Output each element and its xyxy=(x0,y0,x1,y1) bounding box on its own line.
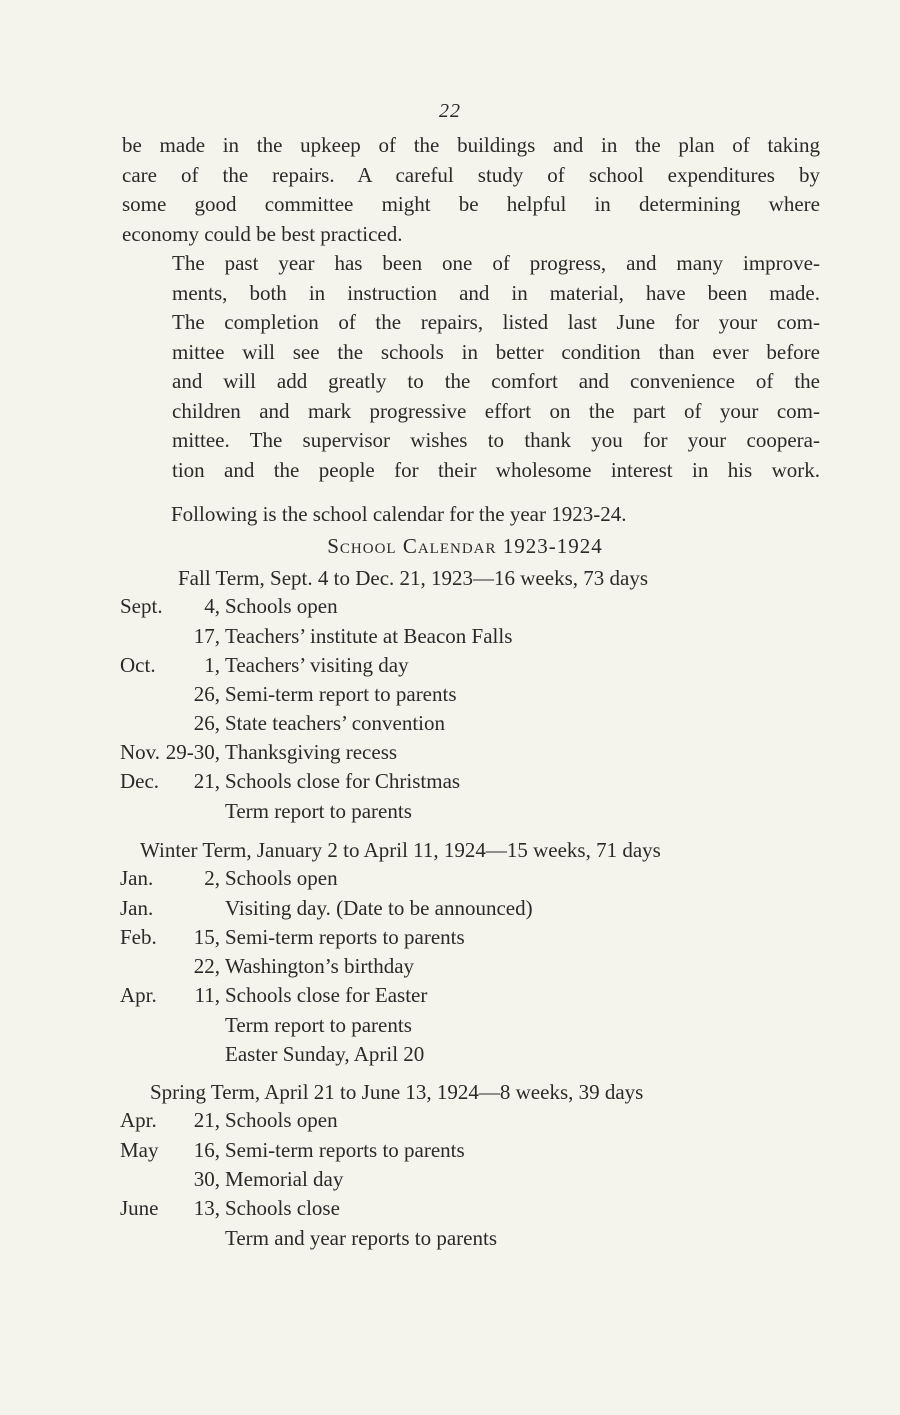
row-day: 22, xyxy=(193,954,220,978)
row-month: May xyxy=(120,1138,159,1162)
row-month: Dec. xyxy=(120,769,160,793)
row-day: 11, xyxy=(194,983,220,1007)
row-event: State teachers’ convention xyxy=(225,711,446,735)
row-day: 16, xyxy=(193,1138,220,1162)
row-month: Jan. xyxy=(120,866,154,890)
row-day: 29-30, xyxy=(165,740,220,764)
row-day: 2, xyxy=(204,866,220,890)
text-line: some good committee might be helpful in determining where xyxy=(122,192,820,216)
text-line: The past year has been one of progress, and many improve- xyxy=(172,251,820,275)
text-line: ments, both in instruction and in material, have been made. xyxy=(172,280,820,305)
row-event: Term report to parents xyxy=(225,799,412,823)
row-event: Teachers’ institute at Beacon Falls xyxy=(225,624,513,648)
term-heading-winter: Winter Term, January 2 to April 11, 1924—15 weeks, 71 days xyxy=(140,838,661,862)
row-day: 13, xyxy=(193,1196,220,1220)
row-event: Semi-term report to parents xyxy=(225,682,457,706)
text-line: tion and the people for their wholesome interest in his work. xyxy=(172,457,820,482)
row-event: Schools close for Easter xyxy=(225,983,428,1007)
text-line: economy could be best practiced. xyxy=(122,221,403,246)
row-month: Nov. xyxy=(120,740,161,764)
row-day: 21, xyxy=(193,1108,220,1132)
row-event: Washington’s birthday xyxy=(225,954,415,978)
text-line: and will add greatly to the comfort and convenience of the xyxy=(172,369,820,393)
text-line: care of the repairs. A careful study of school expenditures by xyxy=(122,162,820,187)
row-day: 17, xyxy=(193,624,220,648)
paragraph xyxy=(122,131,820,249)
text-line: mittee. The supervisor wishes to thank you for your coopera- xyxy=(172,428,820,452)
row-event: Term report to parents xyxy=(225,1013,412,1037)
row-month: Apr. xyxy=(120,1108,157,1132)
row-event: Schools close for Christmas xyxy=(225,769,461,793)
calendar-title: School Calendar 1923-1924 xyxy=(327,534,603,558)
calendar-intro: Following is the school calendar for the year 1923-24. xyxy=(171,502,627,526)
row-event: Teachers’ visiting day xyxy=(225,653,409,677)
row-event: Semi-term reports to parents xyxy=(225,1138,465,1162)
row-event: Schools open xyxy=(225,866,338,890)
row-event: Visiting day. (Date to be announced) xyxy=(225,896,533,920)
text-line: mittee will see the schools in better condition than ever before xyxy=(172,339,820,364)
row-day: 26, xyxy=(193,711,220,735)
row-day: 26, xyxy=(193,682,220,706)
row-day: 1, xyxy=(204,653,220,677)
row-event: Thanksgiving recess xyxy=(225,740,398,764)
row-month: June xyxy=(120,1196,159,1220)
row-day: 30, xyxy=(193,1167,220,1191)
row-day: 4, xyxy=(204,594,220,618)
paragraph xyxy=(122,249,820,485)
term-heading-spring: Spring Term, April 21 to June 13, 1924—8 weeks, 39 days xyxy=(150,1080,644,1104)
row-event: Easter Sunday, April 20 xyxy=(225,1042,425,1066)
row-event: Term and year reports to parents xyxy=(225,1226,498,1250)
row-month: Jan. xyxy=(120,896,154,920)
row-month: Feb. xyxy=(120,925,157,949)
row-event: Schools open xyxy=(225,594,338,618)
row-event: Schools close xyxy=(225,1196,340,1220)
row-event: Memorial day xyxy=(225,1167,344,1191)
text-line: children and mark progressive effort on the part of your com- xyxy=(172,398,820,423)
row-month: Apr. xyxy=(120,983,157,1007)
text-line: The completion of the repairs, listed last June for your com- xyxy=(172,310,820,334)
row-event: Semi-term reports to parents xyxy=(225,925,465,949)
body-text xyxy=(122,131,820,485)
row-month: Sept. xyxy=(120,594,163,618)
row-event: Schools open xyxy=(225,1108,338,1132)
term-heading-fall: Fall Term, Sept. 4 to Dec. 21, 1923—16 weeks, 73 days xyxy=(178,566,648,590)
page-number: 22 xyxy=(439,100,461,122)
text-line: be made in the upkeep of the buildings and in the plan of taking xyxy=(122,133,820,157)
row-day: 15, xyxy=(193,925,220,949)
row-month: Oct. xyxy=(120,653,156,677)
row-day: 21, xyxy=(193,769,220,793)
